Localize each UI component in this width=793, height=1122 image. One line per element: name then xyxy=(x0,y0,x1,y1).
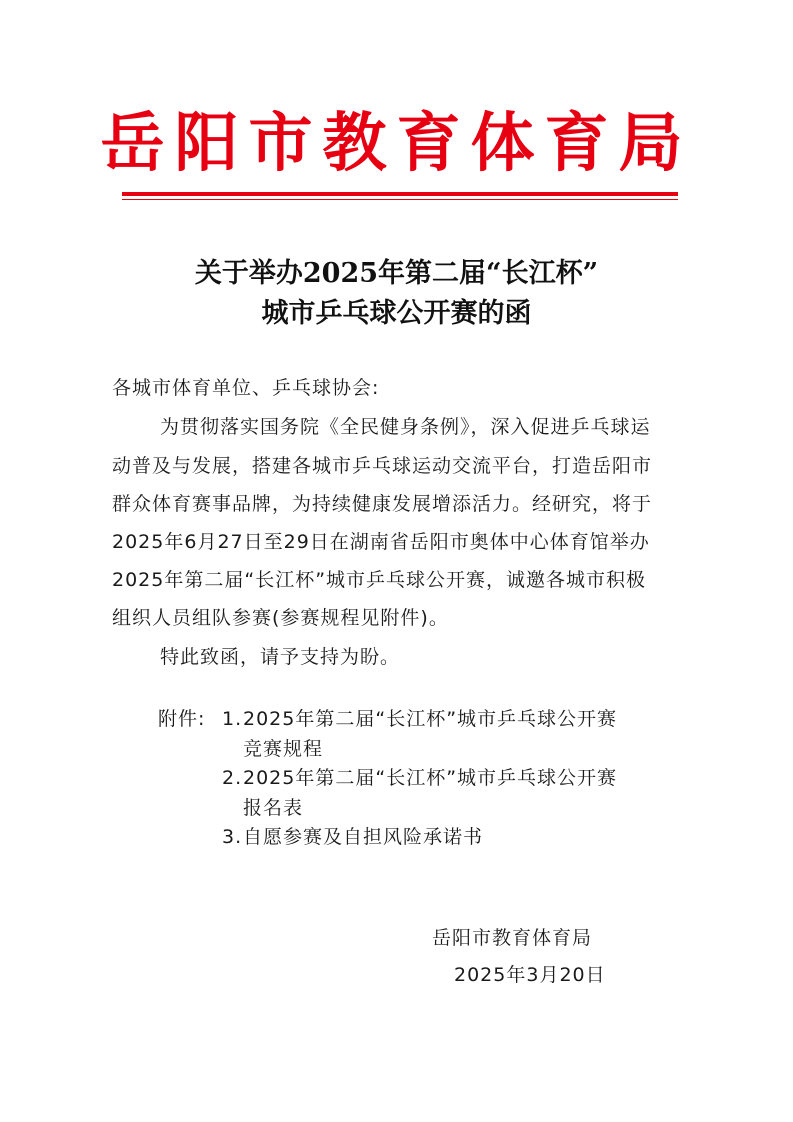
header-red-rule-thin xyxy=(122,199,678,200)
paragraph-line: 动普及与发展，搭建各城市乒乓球运动交流平台，打造岳阳市 xyxy=(112,455,653,477)
attachment-title: 自愿参赛及自担风险承诺书 xyxy=(243,826,484,848)
paragraph-line: 群众体育赛事品牌，为持续健康发展增添活力。经研究，将于 xyxy=(112,493,653,515)
attachment-title: 2025年第二届“长江杯”城市乒乓球公开赛 xyxy=(243,708,618,730)
header-red-rule-thick xyxy=(122,192,678,196)
attachment-title-continued: 竞赛规程 xyxy=(243,738,324,760)
signature-organization: 岳阳市教育体育局 xyxy=(432,927,593,949)
attachment-number: 2. xyxy=(222,767,243,789)
attachment-title: 2025年第二届“长江杯”城市乒乓球公开赛 xyxy=(243,767,618,789)
signature-date: 2025年3月20日 xyxy=(454,964,606,986)
paragraph-line: 为贯彻落实国务院《全民健身条例》，深入促进乒乓球运 xyxy=(160,416,651,438)
attachment-title-continued: 报名表 xyxy=(243,797,304,819)
attachments-label: 附件: xyxy=(158,708,206,730)
attachment-number: 3. xyxy=(222,826,243,848)
salutation: 各城市体育单位、乒乓球协会: xyxy=(112,377,380,399)
title-line-1: 关于举办2025年第二届“长江杯” xyxy=(194,258,599,289)
organization-masthead: 岳阳市教育体育局 xyxy=(100,106,693,181)
closing-line: 特此致函，请予支持为盼。 xyxy=(160,646,401,668)
title-line-2: 城市乒乓球公开赛的函 xyxy=(261,298,532,329)
paragraph-line: 2025年第二届“长江杯”城市乒乓球公开赛，诚邀各城市积极 xyxy=(112,569,647,591)
paragraph-line: 2025年6月27日至29日在湖南省岳阳市奥体中心体育馆举办 xyxy=(112,531,650,553)
attachment-number: 1. xyxy=(222,708,243,730)
paragraph-line: 组织人员组队参赛(参赛规程见附件)。 xyxy=(112,607,449,629)
